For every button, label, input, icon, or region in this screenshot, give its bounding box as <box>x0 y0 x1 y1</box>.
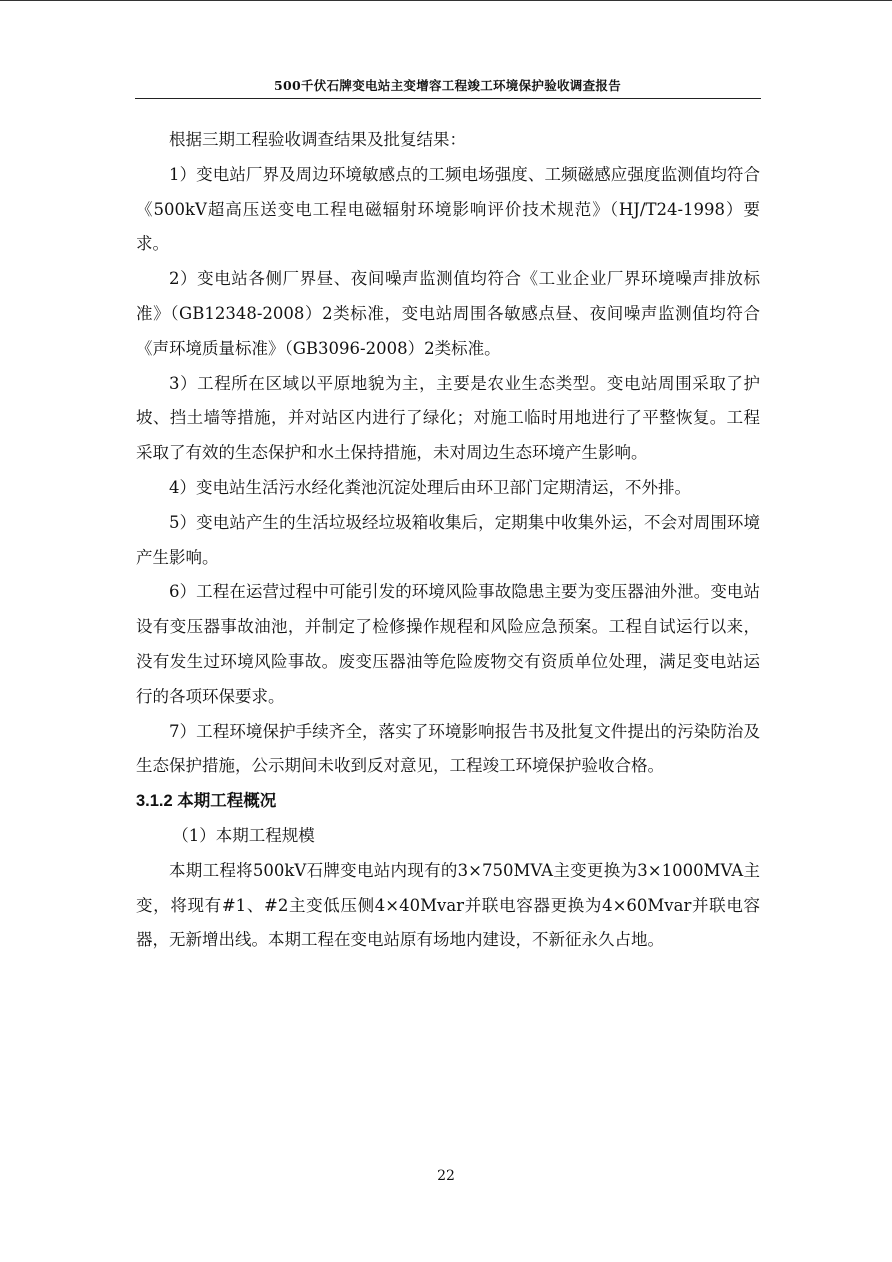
conclusion-item-7: 7）工程环境保护手续齐全，落实了环境影响报告书及批复文件提出的污染防治及生态保护措施，公示期间未收到反对意见，工程竣工环境保护验收合格。 <box>136 721 760 776</box>
top-border-line <box>0 0 892 1</box>
section-body-paragraph: 本期工程将500kV石牌变电站内现有的3×750MVA主变更换为3×1000MVA主变，将现有#1、#2主变低压侧4×40Mvar并联电容器更换为4×60Mvar并联电容器，无新增出线。本期工程在变电站原有场地内建设，不新征永久占地。 <box>136 860 760 950</box>
running-header-title: 500千伏石牌变电站主变增容工程竣工环境保护验收调查报告 <box>274 78 621 93</box>
intro-paragraph: 根据三期工程验收调查结果及批复结果： <box>169 130 466 149</box>
conclusion-item-1: 1）变电站厂界及周边环境敏感点的工频电场强度、工频磁感应强度监测值均符合《500kV超高压送变电工程电磁辐射环境影响评价技术规范》（HJ/T24-1998）要求。 <box>136 164 760 254</box>
conclusion-item-5: 5）变电站产生的生活垃圾经垃圾箱收集后，定期集中收集外运，不会对周围环境产生影响。 <box>136 512 760 567</box>
conclusion-item-6: 6）工程在运营过程中可能引发的环境风险事故隐患主要为变压器油外泄。变电站设有变压器事故油池，并制定了检修操作规程和风险应急预案。工程自试运行以来，没有发生过环境风险事故。废变压器油等危险废物交有资质单位处理，满足变电站运行的各项环保要求。 <box>136 582 760 706</box>
conclusion-item-3: 3）工程所在区域以平原地貌为主，主要是农业生态类型。变电站周围采取了护坡、挡土墙等措施，并对站区内进行了绿化；对施工临时用地进行了平整恢复。工程采取了有效的生态保护和水土保持措施，未对周边生态环境产生影响。 <box>136 373 760 463</box>
conclusion-item-2: 2）变电站各侧厂界昼、夜间噪声监测值均符合《工业企业厂界环境噪声排放标准》（GB12348-2008）2类标准，变电站周围各敏感点昼、夜间噪声监测值均符合《声环境质量标准》（GB3096-2008）2类标准。 <box>136 269 760 358</box>
conclusion-item-4: 4）变电站生活污水经化粪池沉淀处理后由环卫部门定期清运，不外排。 <box>169 477 691 497</box>
section-heading: 3.1.2 本期工程概况 <box>136 792 277 811</box>
page-body <box>136 123 760 958</box>
section-subheading: （1）本期工程规模 <box>172 825 315 845</box>
page-number: 22 <box>437 1168 455 1184</box>
header-divider <box>135 98 761 99</box>
